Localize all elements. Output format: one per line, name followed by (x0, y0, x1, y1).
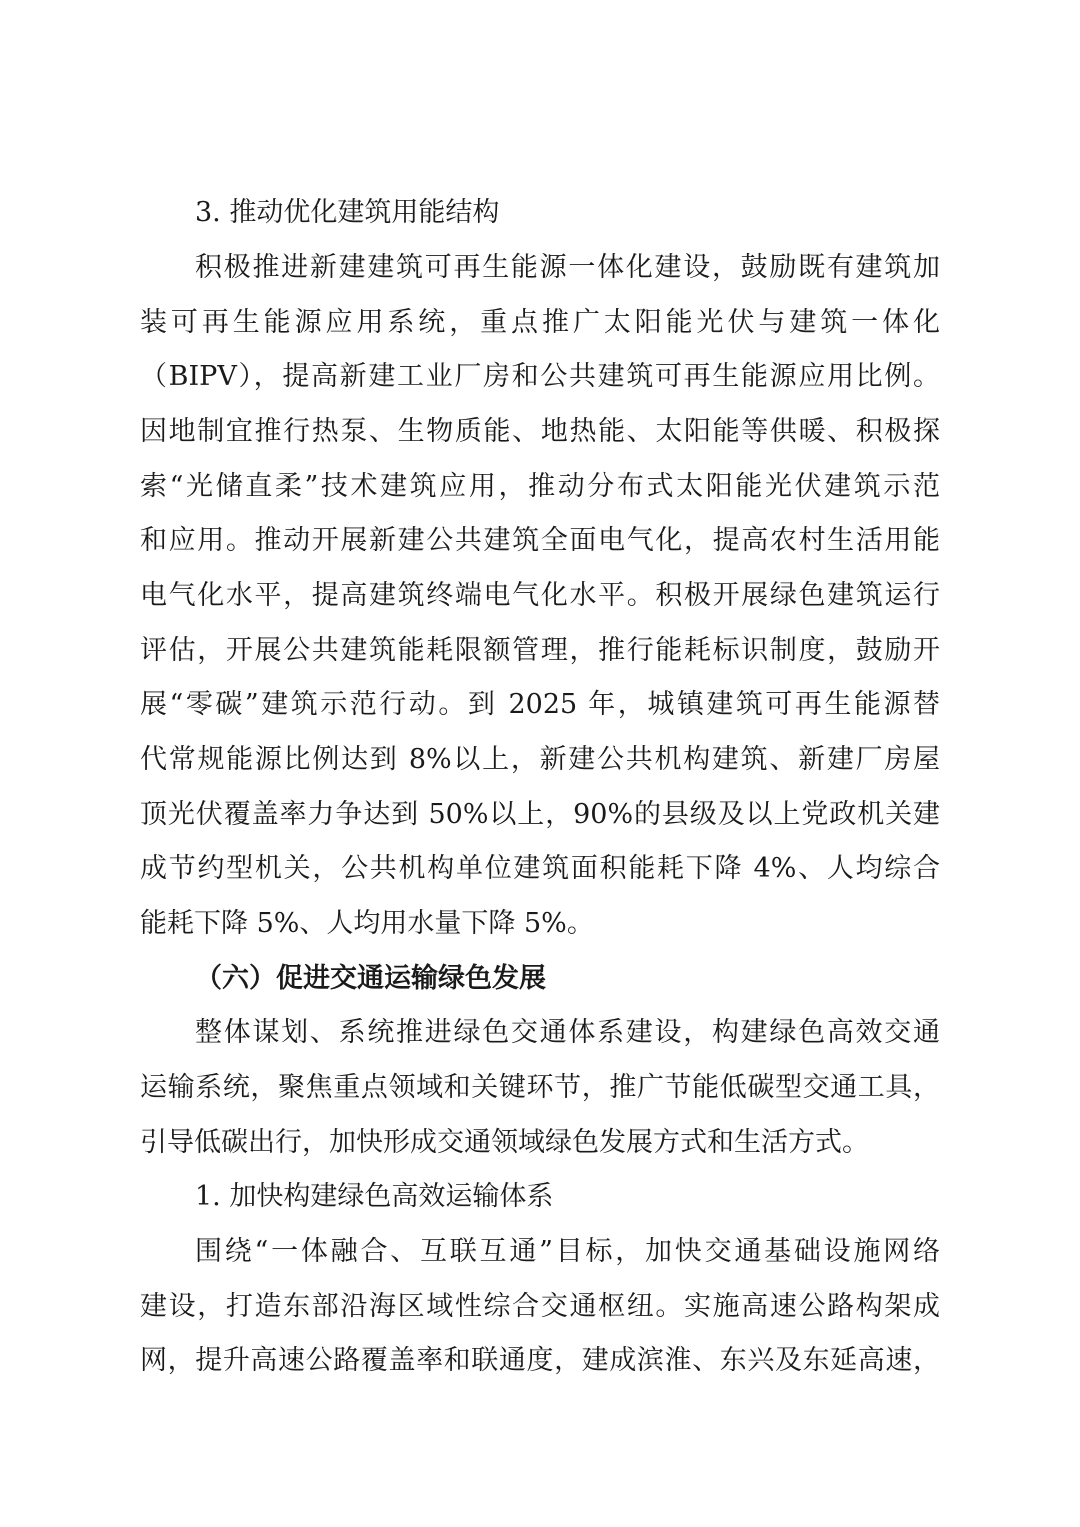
paragraph-line: 电气化水平，提高建筑终端电气化水平。积极开展绿色建筑运行 (140, 580, 940, 611)
section-heading-6: （六）促进交通运输绿色发展 (195, 963, 546, 994)
paragraph-line: 索“光储直柔”技术建筑应用，推动分布式太阳能光伏建筑示范 (140, 471, 940, 502)
paragraph-line: 建设，打造东部沿海区域性综合交通枢纽。实施高速公路构架成 (140, 1291, 940, 1322)
paragraph-line: 成节约型机关，公共机构单位建筑面积能耗下降 4%、人均综合 (140, 853, 940, 884)
paragraph-line: 引导低碳出行，加快形成交通领域绿色发展方式和生活方式。 (140, 1127, 869, 1158)
subsection-heading-1: 1. 加快构建绿色高效运输体系 (195, 1181, 554, 1212)
paragraph-line: 装可再生能源应用系统，重点推广太阳能光伏与建筑一体化 (140, 307, 940, 338)
paragraph-line: 网，提升高速公路覆盖率和联通度，建成滨淮、东兴及东延高速， (140, 1345, 940, 1376)
paragraph-line: 展“零碳”建筑示范行动。到 2025 年，城镇建筑可再生能源替 (140, 689, 940, 720)
paragraph-line: 运输系统，聚焦重点领域和关键环节，推广节能低碳型交通工具， (140, 1072, 940, 1103)
paragraph-line: 评估，开展公共建筑能耗限额管理，推行能耗标识制度，鼓励开 (140, 635, 940, 666)
paragraph-line: 整体谋划、系统推进绿色交通体系建设，构建绿色高效交通 (195, 1017, 940, 1048)
paragraph-line: 顶光伏覆盖率力争达到 50%以上，90%的县级及以上党政机关建 (140, 799, 940, 830)
paragraph-line: 积极推进新建建筑可再生能源一体化建设，鼓励既有建筑加 (195, 252, 940, 283)
paragraph-line: （BIPV），提高新建工业厂房和公共建筑可再生能源应用比例。 (140, 361, 940, 392)
paragraph-line: 因地制宜推行热泵、生物质能、地热能、太阳能等供暖、积极探 (140, 416, 940, 447)
section-heading-3: 3. 推动优化建筑用能结构 (195, 197, 500, 228)
paragraph-line: 代常规能源比例达到 8%以上，新建公共机构建筑、新建厂房屋 (140, 744, 940, 775)
paragraph-line: 围绕“一体融合、互联互通”目标，加快交通基础设施网络 (195, 1236, 940, 1267)
paragraph-line: 和应用。推动开展新建公共建筑全面电气化，提高农村生活用能 (140, 525, 940, 556)
paragraph-line: 能耗下降 5%、人均用水量下降 5%。 (140, 908, 594, 939)
